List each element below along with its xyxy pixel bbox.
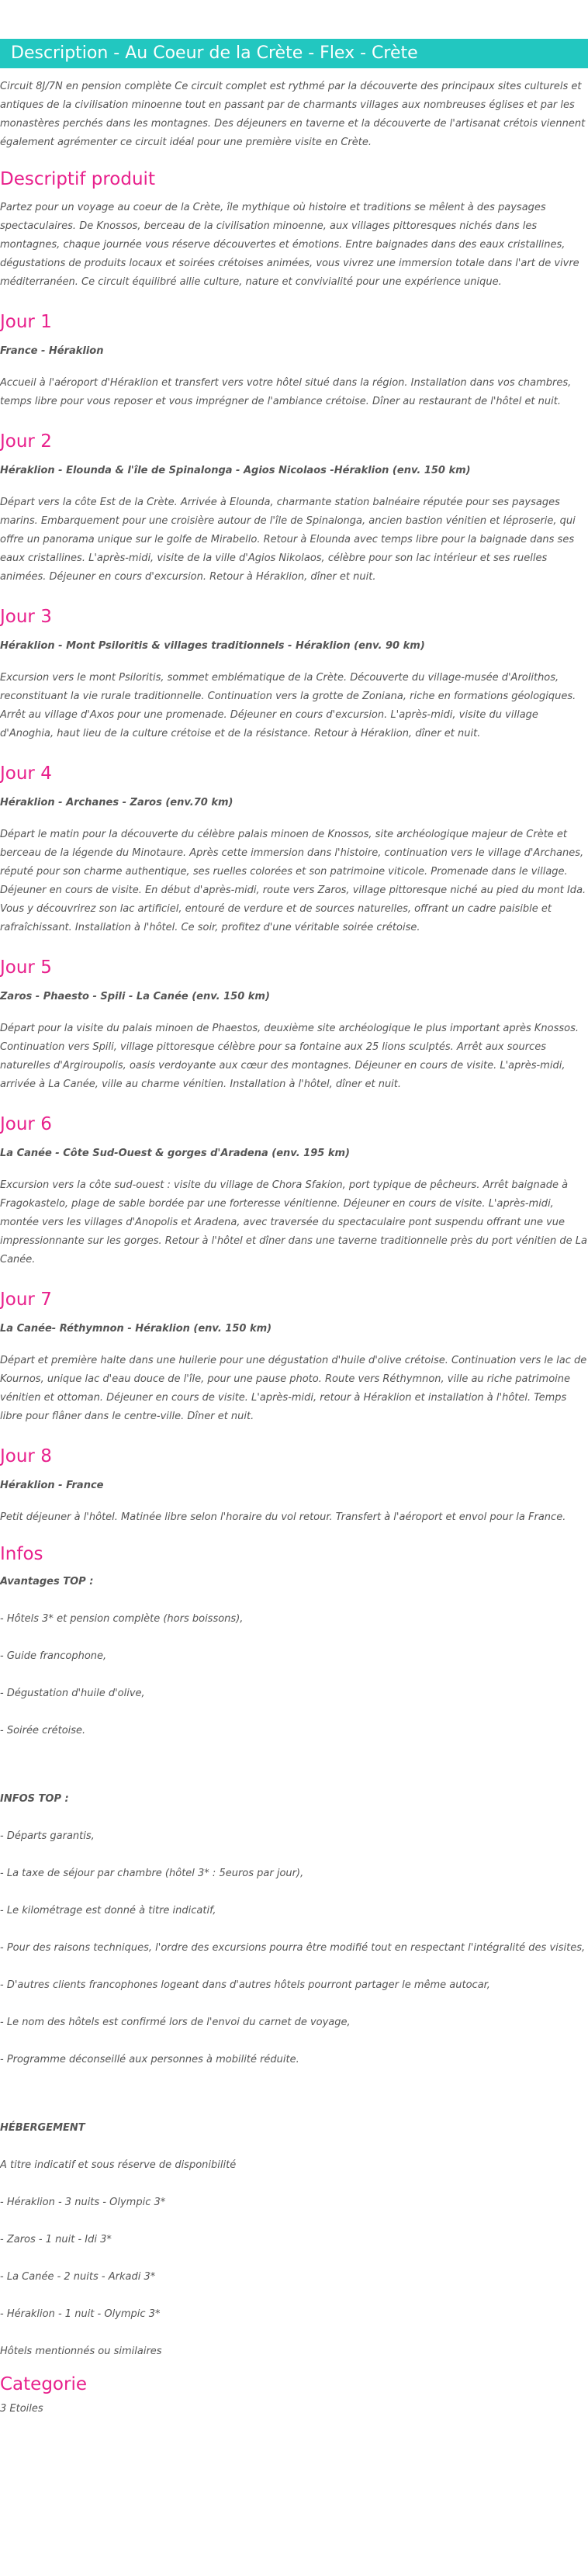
lodging-note: Hôtels mentionnés ou similaires bbox=[0, 2346, 162, 2357]
day-6-text: Excursion vers la côte sud-ouest : visite du village de Chora Sfakion, port typique de pêcheurs. Arrêt baignade à Fragokastelo, plage de sable bordée par une forteresse vénitienne. Déjeuner en cours de visite. L'après-midi, montée vers les villages d'Anopolis et Aradena, avec traversée du spectaculaire pont suspendu offrant une vue impressionnante sur les gorges. Retour à l'hôtel et dîner dans une taverne traditionnelle près du port vénitien de La Canée. bbox=[0, 1179, 587, 1265]
day-5-heading: Jour 5 bbox=[0, 957, 52, 978]
day-6-route: La Canée - Côte Sud-Ouest & gorges d'Aradena (env. 195 km) bbox=[0, 1148, 350, 1159]
list-item: - Programme déconseillé aux personnes à mobilité réduite. bbox=[0, 2054, 299, 2065]
day-4-text: Départ le matin pour la découverte du célèbre palais minoen de Knossos, site archéologique majeur de Crète et berceau de la légende du Minotaure. Après cette immersion dans l'histoire, continuation vers le village d'Archanes, réputé pour son charme authentique, ses ruelles colorées et son patrimoine viticole. Promenade dans le village. Déjeuner en cours de visite. En début d'après-midi, route vers Zaros, village pittoresque niché au pied du mont Ida. Vous y découvrirez son lac artificiel, entouré de verdure et de sources naturelles, offrant un cadre paisible et rafraîchissant. Installation à l'hôtel. Ce soir, profitez d'une véritable soirée crétoise. bbox=[0, 829, 586, 933]
day-8-heading: Jour 8 bbox=[0, 1446, 52, 1466]
day-1-heading: Jour 1 bbox=[0, 312, 52, 332]
day-3-route: Héraklion - Mont Psiloritis & villages traditionnels - Héraklion (env. 90 km) bbox=[0, 640, 425, 652]
list-item: - Guide francophone, bbox=[0, 1650, 107, 1662]
list-item: - Le nom des hôtels est confirmé lors de l'envoi du carnet de voyage, bbox=[0, 2017, 351, 2028]
day-7-heading: Jour 7 bbox=[0, 1290, 52, 1310]
day-4-route: Héraklion - Archanes - Zaros (env.70 km) bbox=[0, 797, 233, 808]
list-item: - Départs garantis, bbox=[0, 1830, 95, 1842]
list-item: - Héraklion - 3 nuits - Olympic 3* bbox=[0, 2197, 166, 2208]
day-3-text: Excursion vers le mont Psiloritis, sommet emblématique de la Crète. Découverte du village-musée d'Arolithos, reconstituant la vie rurale traditionnelle. Continuation vers la grotte de Zoniana, riche en formations géologiques. Arrêt au village d'Axos pour une promenade. Déjeuner en cours d'excursion. L'après-midi, visite du village d'Anoghia, haut lieu de la culture crétoise et de la résistance. Retour à Héraklion, dîner et nuit. bbox=[0, 672, 576, 739]
list-item: - D'autres clients francophones logeant dans d'autres hôtels pourront partager le même autocar, bbox=[0, 1979, 490, 1991]
list-item: - Zaros - 1 nuit - Idi 3* bbox=[0, 2234, 112, 2245]
page-title: Description - Au Coeur de la Crète - Flex - Crète bbox=[0, 39, 588, 68]
product-heading: Descriptif produit bbox=[0, 169, 155, 189]
infos-heading: Infos bbox=[0, 1544, 43, 1564]
day-3-heading: Jour 3 bbox=[0, 607, 52, 627]
list-item: - Hôtels 3* et pension complète (hors boissons), bbox=[0, 1613, 244, 1625]
list-item: - Soirée crétoise. bbox=[0, 1725, 86, 1736]
day-1-route: France - Héraklion bbox=[0, 345, 104, 357]
day-8-text: Petit déjeuner à l'hôtel. Matinée libre selon l'horaire du vol retour. Transfert à l'aéroport et envol pour la France. bbox=[0, 1511, 566, 1523]
category-value: 3 Etoiles bbox=[0, 2403, 43, 2415]
day-4-heading: Jour 4 bbox=[0, 763, 52, 784]
day-2-route: Héraklion - Elounda & l'île de Spinalonga - Agios Nicolaos -Héraklion (env. 150 km) bbox=[0, 465, 471, 476]
lodging-intro: A titre indicatif et sous réserve de disponibilité bbox=[0, 2159, 237, 2171]
day-7-text: Départ et première halte dans une huilerie pour une dégustation d'huile d'olive crétoise. Continuation vers le lac de Kournos, unique lac d'eau douce de l'île, pour une pause photo. Route vers Réthymnon, ville au riche patrimoine vénitien et ottoman. Déjeuner en cours de visite. L'après-midi, retour à Héraklion et installation à l'hôtel. Temps libre pour flâner dans le centre-ville. Dîner et nuit. bbox=[0, 1355, 587, 1422]
document bbox=[0, 39, 588, 2418]
list-item: - La Canée - 2 nuits - Arkadi 3* bbox=[0, 2271, 156, 2283]
day-8-route: Héraklion - France bbox=[0, 1480, 104, 1491]
day-1-text: Accueil à l'aéroport d'Héraklion et transfert vers votre hôtel situé dans la région. Installation dans vos chambres, temps libre pour vous reposer et vous imprégner de l'ambiance crétoise. Dîner au restaurant de l'hôtel et nuit. bbox=[0, 377, 572, 407]
day-7-route: La Canée- Réthymnon - Héraklion (env. 150 km) bbox=[0, 1323, 272, 1335]
lodging-label: HÉBERGEMENT bbox=[0, 2122, 85, 2134]
advantages-label: Avantages TOP : bbox=[0, 1576, 94, 1587]
day-5-route: Zaros - Phaesto - Spili - La Canée (env. 150 km) bbox=[0, 991, 270, 1002]
list-item: - Héraklion - 1 nuit - Olympic 3* bbox=[0, 2308, 161, 2320]
list-item: - La taxe de séjour par chambre (hôtel 3* : 5euros par jour), bbox=[0, 1868, 304, 1879]
intro-text: Circuit 8J/7N en pension complète Ce circuit complet est rythmé par la découverte des principaux sites culturels et antiques de la civilisation minoenne tout en passant par de charmants villages aux nombreuses églises et par les monastères perchés dans les montagnes. Des déjeuners en taverne et la découverte de l'artisanat crétois viennent également agrémenter ce circuit idéal pour une première visite en Crète. bbox=[0, 81, 586, 148]
day-6-heading: Jour 6 bbox=[0, 1114, 52, 1134]
day-5-text: Départ pour la visite du palais minoen de Phaestos, deuxième site archéologique le plus important après Knossos. Continuation vers Spili, village pittoresque célèbre pour sa fontaine aux 25 lions sculptés. Arrêt aux sources naturelles d'Argiroupolis, oasis verdoyante aux cœur des montagnes. Déjeuner en cours de visite. L'après-midi, arrivée à La Canée, ville au charme vénitien. Installation à l'hôtel, dîner et nuit. bbox=[0, 1023, 579, 1090]
product-text: Partez pour un voyage au coeur de la Crète, île mythique où histoire et traditions se mêlent à des paysages spectaculaires. De Knossos, berceau de la civilisation minoenne, aux villages pittoresques nichés dans les montagnes, chaque journée vous réserve découvertes et émotions. Entre baignades dans des eaux cristallines, dégustations de produits locaux et soirées crétoises animées, vous vivrez une immersion totale dans l'art de vivre méditerranéen. Ce circuit équilibré allie culture, nature et convivialité pour une expérience unique. bbox=[0, 202, 579, 288]
list-item: - Dégustation d'huile d'olive, bbox=[0, 1688, 145, 1699]
infos-top-label: INFOS TOP : bbox=[0, 1793, 69, 1805]
list-item: - Le kilométrage est donné à titre indicatif, bbox=[0, 1905, 216, 1916]
day-2-heading: Jour 2 bbox=[0, 431, 52, 452]
category-heading: Categorie bbox=[0, 2374, 87, 2394]
list-item: - Pour des raisons techniques, l'ordre des excursions pourra être modifié tout en respectant l'intégralité des visites, bbox=[0, 1942, 586, 1954]
day-2-text: Départ vers la côte Est de la Crète. Arrivée à Elounda, charmante station balnéaire réputée pour ses paysages marins. Embarquement pour une croisière autour de l'île de Spinalonga, ancien bastion vénitien et léproserie, qui offre un panorama unique sur le golfe de Mirabello. Retour à Elounda avec temps libre pour la baignade dans ses eaux cristallines. L'après-midi, visite de la ville d'Agios Nikolaos, célèbre pour son lac intérieur et ses ruelles animées. Déjeuner en cours d'excursion. Retour à Héraklion, dîner et nuit. bbox=[0, 497, 576, 583]
